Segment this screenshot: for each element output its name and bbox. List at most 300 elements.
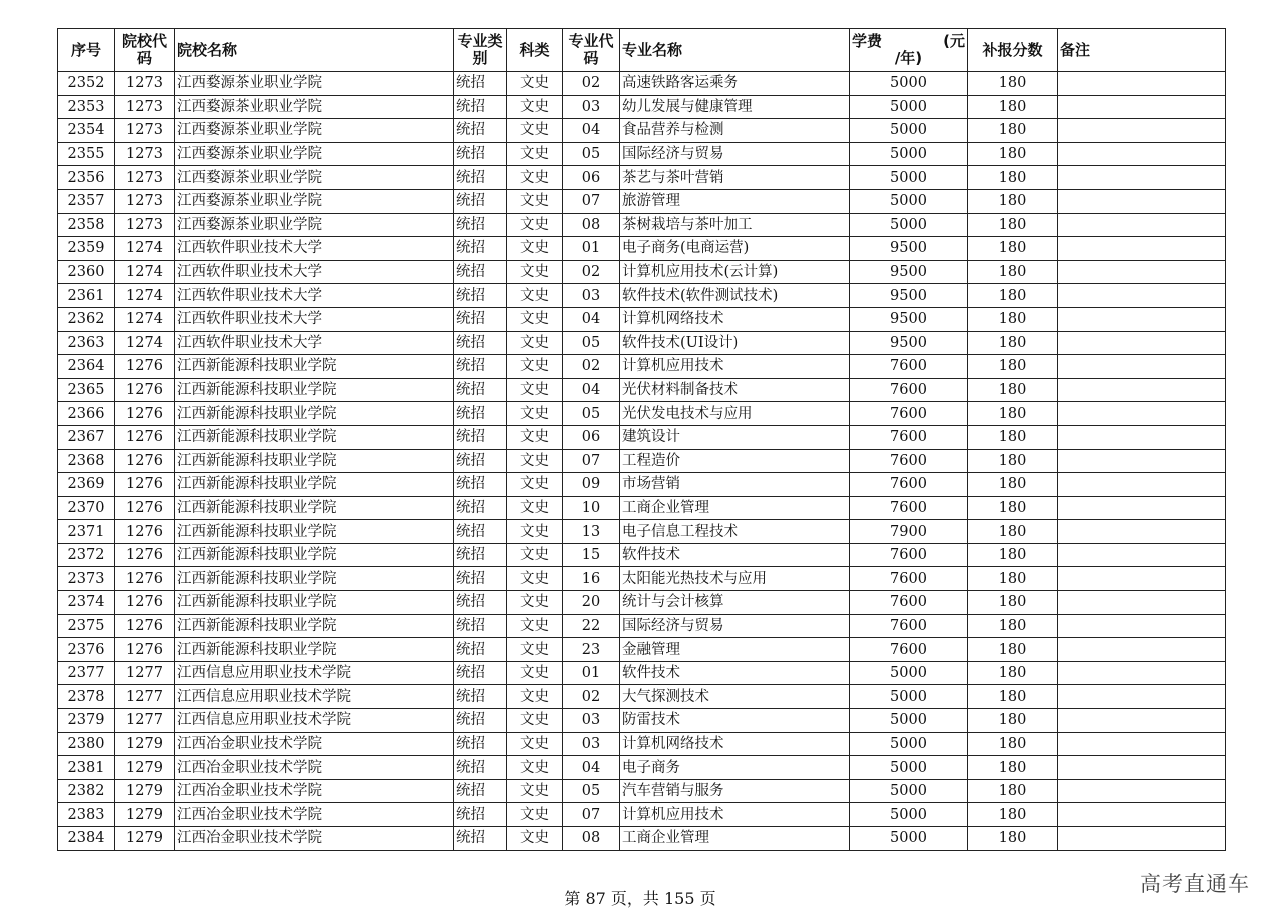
cell-major-type: 统招 bbox=[454, 591, 507, 615]
cell-subject: 文史 bbox=[507, 189, 563, 213]
cell-seq: 2377 bbox=[58, 661, 115, 685]
cell-note bbox=[1058, 685, 1226, 709]
cell-major-type: 统招 bbox=[454, 614, 507, 638]
cell-school-name: 江西婺源茶业职业学院 bbox=[175, 72, 454, 96]
cell-seq: 2355 bbox=[58, 142, 115, 166]
cell-subject: 文史 bbox=[507, 72, 563, 96]
cell-score: 180 bbox=[968, 827, 1058, 851]
table-row bbox=[58, 237, 1226, 261]
cell-school-code: 1276 bbox=[115, 449, 175, 473]
cell-seq: 2358 bbox=[58, 213, 115, 237]
cell-school-code: 1277 bbox=[115, 685, 175, 709]
cell-fee: 5000 bbox=[850, 661, 968, 685]
cell-major-code: 02 bbox=[563, 72, 620, 96]
cell-school-code: 1273 bbox=[115, 119, 175, 143]
header-fee-label: 学费 bbox=[852, 32, 883, 50]
table-row bbox=[58, 614, 1226, 638]
cell-note bbox=[1058, 803, 1226, 827]
cell-major-type: 统招 bbox=[454, 661, 507, 685]
cell-fee: 7600 bbox=[850, 638, 968, 662]
cell-score: 180 bbox=[968, 732, 1058, 756]
cell-fee: 7600 bbox=[850, 543, 968, 567]
cell-fee: 7600 bbox=[850, 567, 968, 591]
cell-seq: 2369 bbox=[58, 473, 115, 497]
cell-major-type: 统招 bbox=[454, 213, 507, 237]
cell-major-name: 国际经济与贸易 bbox=[620, 614, 850, 638]
cell-seq: 2354 bbox=[58, 119, 115, 143]
cell-fee: 5000 bbox=[850, 189, 968, 213]
cell-school-name: 江西新能源科技职业学院 bbox=[175, 614, 454, 638]
cell-fee: 7600 bbox=[850, 378, 968, 402]
cell-fee: 9500 bbox=[850, 237, 968, 261]
cell-school-code: 1274 bbox=[115, 260, 175, 284]
cell-score: 180 bbox=[968, 119, 1058, 143]
cell-subject: 文史 bbox=[507, 803, 563, 827]
cell-major-code: 03 bbox=[563, 284, 620, 308]
cell-school-code: 1274 bbox=[115, 284, 175, 308]
cell-major-type: 统招 bbox=[454, 732, 507, 756]
table-row bbox=[58, 95, 1226, 119]
cell-note bbox=[1058, 378, 1226, 402]
cell-score: 180 bbox=[968, 685, 1058, 709]
cell-fee: 7600 bbox=[850, 614, 968, 638]
cell-fee: 9500 bbox=[850, 331, 968, 355]
table-row bbox=[58, 756, 1226, 780]
header-major-name: 专业名称 bbox=[620, 29, 850, 72]
cell-school-code: 1274 bbox=[115, 331, 175, 355]
cell-fee: 7600 bbox=[850, 496, 968, 520]
cell-major-name: 国际经济与贸易 bbox=[620, 142, 850, 166]
cell-score: 180 bbox=[968, 756, 1058, 780]
cell-major-type: 统招 bbox=[454, 520, 507, 544]
cell-school-code: 1277 bbox=[115, 661, 175, 685]
cell-score: 180 bbox=[968, 473, 1058, 497]
cell-note bbox=[1058, 119, 1226, 143]
cell-fee: 7900 bbox=[850, 520, 968, 544]
cell-fee: 5000 bbox=[850, 779, 968, 803]
cell-major-name: 计算机网络技术 bbox=[620, 732, 850, 756]
cell-school-name: 江西新能源科技职业学院 bbox=[175, 449, 454, 473]
cell-seq: 2359 bbox=[58, 237, 115, 261]
cell-seq: 2384 bbox=[58, 827, 115, 851]
cell-major-type: 统招 bbox=[454, 355, 507, 379]
cell-major-type: 统招 bbox=[454, 496, 507, 520]
cell-note bbox=[1058, 142, 1226, 166]
cell-school-name: 江西冶金职业技术学院 bbox=[175, 803, 454, 827]
cell-major-code: 04 bbox=[563, 307, 620, 331]
cell-score: 180 bbox=[968, 709, 1058, 733]
table-row bbox=[58, 166, 1226, 190]
cell-major-code: 03 bbox=[563, 709, 620, 733]
watermark-text: 高考直通车 bbox=[1140, 872, 1250, 896]
cell-school-code: 1273 bbox=[115, 189, 175, 213]
table-row bbox=[58, 520, 1226, 544]
cell-seq: 2356 bbox=[58, 166, 115, 190]
header-major-code: 专业代码 bbox=[563, 29, 620, 72]
cell-seq: 2376 bbox=[58, 638, 115, 662]
cell-school-name: 江西新能源科技职业学院 bbox=[175, 543, 454, 567]
cell-school-code: 1279 bbox=[115, 756, 175, 780]
cell-note bbox=[1058, 638, 1226, 662]
cell-subject: 文史 bbox=[507, 661, 563, 685]
cell-subject: 文史 bbox=[507, 142, 563, 166]
cell-school-name: 江西冶金职业技术学院 bbox=[175, 756, 454, 780]
cell-score: 180 bbox=[968, 213, 1058, 237]
cell-major-name: 软件技术 bbox=[620, 543, 850, 567]
cell-major-type: 统招 bbox=[454, 284, 507, 308]
cell-school-name: 江西软件职业技术大学 bbox=[175, 260, 454, 284]
table-row bbox=[58, 331, 1226, 355]
cell-major-code: 05 bbox=[563, 142, 620, 166]
cell-major-type: 统招 bbox=[454, 166, 507, 190]
cell-school-name: 江西冶金职业技术学院 bbox=[175, 779, 454, 803]
cell-fee: 5000 bbox=[850, 803, 968, 827]
cell-major-name: 光伏材料制备技术 bbox=[620, 378, 850, 402]
cell-score: 180 bbox=[968, 307, 1058, 331]
table-row bbox=[58, 307, 1226, 331]
cell-subject: 文史 bbox=[507, 614, 563, 638]
cell-major-type: 统招 bbox=[454, 95, 507, 119]
cell-major-code: 05 bbox=[563, 779, 620, 803]
cell-major-code: 20 bbox=[563, 591, 620, 615]
cell-major-name: 市场营销 bbox=[620, 473, 850, 497]
cell-school-code: 1273 bbox=[115, 142, 175, 166]
cell-major-name: 旅游管理 bbox=[620, 189, 850, 213]
cell-seq: 2357 bbox=[58, 189, 115, 213]
cell-school-name: 江西婺源茶业职业学院 bbox=[175, 95, 454, 119]
cell-subject: 文史 bbox=[507, 402, 563, 426]
cell-school-name: 江西冶金职业技术学院 bbox=[175, 732, 454, 756]
cell-note bbox=[1058, 614, 1226, 638]
cell-score: 180 bbox=[968, 638, 1058, 662]
cell-major-name: 电子信息工程技术 bbox=[620, 520, 850, 544]
cell-subject: 文史 bbox=[507, 95, 563, 119]
cell-school-name: 江西婺源茶业职业学院 bbox=[175, 119, 454, 143]
cell-note bbox=[1058, 732, 1226, 756]
cell-major-code: 23 bbox=[563, 638, 620, 662]
cell-seq: 2360 bbox=[58, 260, 115, 284]
table-row bbox=[58, 473, 1226, 497]
cell-school-name: 江西新能源科技职业学院 bbox=[175, 402, 454, 426]
cell-score: 180 bbox=[968, 72, 1058, 96]
cell-school-name: 江西新能源科技职业学院 bbox=[175, 378, 454, 402]
cell-fee: 7600 bbox=[850, 355, 968, 379]
cell-school-code: 1276 bbox=[115, 567, 175, 591]
cell-major-name: 计算机应用技术 bbox=[620, 355, 850, 379]
cell-major-name: 光伏发电技术与应用 bbox=[620, 402, 850, 426]
cell-subject: 文史 bbox=[507, 732, 563, 756]
cell-major-type: 统招 bbox=[454, 709, 507, 733]
cell-fee: 5000 bbox=[850, 142, 968, 166]
cell-school-name: 江西婺源茶业职业学院 bbox=[175, 189, 454, 213]
cell-major-code: 07 bbox=[563, 449, 620, 473]
cell-subject: 文史 bbox=[507, 284, 563, 308]
cell-school-name: 江西新能源科技职业学院 bbox=[175, 591, 454, 615]
cell-school-name: 江西新能源科技职业学院 bbox=[175, 638, 454, 662]
cell-score: 180 bbox=[968, 355, 1058, 379]
cell-major-type: 统招 bbox=[454, 331, 507, 355]
cell-school-name: 江西新能源科技职业学院 bbox=[175, 520, 454, 544]
cell-score: 180 bbox=[968, 803, 1058, 827]
cell-school-code: 1274 bbox=[115, 307, 175, 331]
cell-major-name: 汽车营销与服务 bbox=[620, 779, 850, 803]
cell-major-name: 工程造价 bbox=[620, 449, 850, 473]
cell-seq: 2381 bbox=[58, 756, 115, 780]
cell-fee: 9500 bbox=[850, 284, 968, 308]
cell-major-code: 06 bbox=[563, 425, 620, 449]
cell-seq: 2363 bbox=[58, 331, 115, 355]
cell-fee: 7600 bbox=[850, 449, 968, 473]
cell-subject: 文史 bbox=[507, 779, 563, 803]
cell-major-name: 建筑设计 bbox=[620, 425, 850, 449]
cell-fee: 7600 bbox=[850, 591, 968, 615]
cell-note bbox=[1058, 496, 1226, 520]
cell-major-code: 08 bbox=[563, 213, 620, 237]
table-row bbox=[58, 638, 1226, 662]
cell-seq: 2365 bbox=[58, 378, 115, 402]
cell-school-name: 江西新能源科技职业学院 bbox=[175, 567, 454, 591]
cell-fee: 5000 bbox=[850, 72, 968, 96]
cell-major-name: 软件技术(软件测试技术) bbox=[620, 284, 850, 308]
cell-subject: 文史 bbox=[507, 166, 563, 190]
cell-major-code: 15 bbox=[563, 543, 620, 567]
table-row bbox=[58, 425, 1226, 449]
cell-school-name: 江西信息应用职业技术学院 bbox=[175, 661, 454, 685]
cell-school-code: 1277 bbox=[115, 709, 175, 733]
cell-school-code: 1273 bbox=[115, 95, 175, 119]
cell-school-code: 1279 bbox=[115, 803, 175, 827]
cell-seq: 2370 bbox=[58, 496, 115, 520]
cell-seq: 2373 bbox=[58, 567, 115, 591]
cell-major-name: 电子商务 bbox=[620, 756, 850, 780]
table-row bbox=[58, 543, 1226, 567]
cell-school-name: 江西新能源科技职业学院 bbox=[175, 355, 454, 379]
cell-fee: 5000 bbox=[850, 213, 968, 237]
cell-school-code: 1276 bbox=[115, 591, 175, 615]
cell-school-code: 1276 bbox=[115, 355, 175, 379]
cell-major-code: 04 bbox=[563, 119, 620, 143]
header-row bbox=[58, 29, 1226, 72]
cell-fee: 7600 bbox=[850, 473, 968, 497]
header-fee-per-year: /年) bbox=[894, 49, 923, 67]
cell-score: 180 bbox=[968, 284, 1058, 308]
cell-major-name: 食品营养与检测 bbox=[620, 119, 850, 143]
cell-fee: 5000 bbox=[850, 732, 968, 756]
cell-seq: 2367 bbox=[58, 425, 115, 449]
cell-major-type: 统招 bbox=[454, 756, 507, 780]
cell-note bbox=[1058, 543, 1226, 567]
table-row bbox=[58, 661, 1226, 685]
cell-major-name: 计算机网络技术 bbox=[620, 307, 850, 331]
cell-major-type: 统招 bbox=[454, 638, 507, 662]
cell-fee: 9500 bbox=[850, 260, 968, 284]
cell-note bbox=[1058, 72, 1226, 96]
table-row bbox=[58, 402, 1226, 426]
table-row bbox=[58, 496, 1226, 520]
cell-fee: 7600 bbox=[850, 402, 968, 426]
cell-school-code: 1276 bbox=[115, 425, 175, 449]
cell-major-name: 高速铁路客运乘务 bbox=[620, 72, 850, 96]
cell-school-code: 1276 bbox=[115, 473, 175, 497]
header-score: 补报分数 bbox=[968, 29, 1058, 72]
cell-note bbox=[1058, 827, 1226, 851]
cell-major-name: 大气探测技术 bbox=[620, 685, 850, 709]
cell-major-type: 统招 bbox=[454, 237, 507, 261]
header-fee-unit: (元 bbox=[943, 32, 965, 50]
cell-school-name: 江西软件职业技术大学 bbox=[175, 237, 454, 261]
cell-seq: 2375 bbox=[58, 614, 115, 638]
cell-major-code: 13 bbox=[563, 520, 620, 544]
cell-major-name: 工商企业管理 bbox=[620, 827, 850, 851]
cell-major-name: 金融管理 bbox=[620, 638, 850, 662]
cell-major-code: 10 bbox=[563, 496, 620, 520]
cell-subject: 文史 bbox=[507, 237, 563, 261]
cell-major-type: 统招 bbox=[454, 685, 507, 709]
cell-subject: 文史 bbox=[507, 567, 563, 591]
cell-school-code: 1276 bbox=[115, 614, 175, 638]
table-row bbox=[58, 449, 1226, 473]
cell-major-code: 22 bbox=[563, 614, 620, 638]
cell-major-type: 统招 bbox=[454, 425, 507, 449]
cell-seq: 2352 bbox=[58, 72, 115, 96]
cell-note bbox=[1058, 449, 1226, 473]
cell-major-code: 05 bbox=[563, 402, 620, 426]
cell-school-code: 1276 bbox=[115, 638, 175, 662]
cell-school-code: 1276 bbox=[115, 520, 175, 544]
cell-fee: 5000 bbox=[850, 166, 968, 190]
cell-subject: 文史 bbox=[507, 496, 563, 520]
cell-note bbox=[1058, 166, 1226, 190]
cell-score: 180 bbox=[968, 591, 1058, 615]
cell-major-code: 08 bbox=[563, 827, 620, 851]
cell-seq: 2372 bbox=[58, 543, 115, 567]
header-seq: 序号 bbox=[58, 29, 115, 72]
cell-score: 180 bbox=[968, 95, 1058, 119]
table-row bbox=[58, 355, 1226, 379]
cell-seq: 2380 bbox=[58, 732, 115, 756]
table-row bbox=[58, 72, 1226, 96]
cell-subject: 文史 bbox=[507, 638, 563, 662]
cell-major-code: 07 bbox=[563, 803, 620, 827]
cell-note bbox=[1058, 213, 1226, 237]
cell-school-name: 江西婺源茶业职业学院 bbox=[175, 142, 454, 166]
cell-subject: 文史 bbox=[507, 543, 563, 567]
cell-major-code: 02 bbox=[563, 685, 620, 709]
cell-score: 180 bbox=[968, 543, 1058, 567]
cell-score: 180 bbox=[968, 237, 1058, 261]
cell-major-code: 02 bbox=[563, 355, 620, 379]
cell-major-code: 04 bbox=[563, 378, 620, 402]
cell-school-code: 1276 bbox=[115, 402, 175, 426]
cell-major-type: 统招 bbox=[454, 543, 507, 567]
cell-seq: 2353 bbox=[58, 95, 115, 119]
cell-school-name: 江西信息应用职业技术学院 bbox=[175, 709, 454, 733]
cell-subject: 文史 bbox=[507, 756, 563, 780]
table-row bbox=[58, 378, 1226, 402]
cell-subject: 文史 bbox=[507, 260, 563, 284]
cell-school-code: 1279 bbox=[115, 732, 175, 756]
header-major-type: 专业类别 bbox=[454, 29, 507, 72]
cell-major-name: 工商企业管理 bbox=[620, 496, 850, 520]
cell-major-type: 统招 bbox=[454, 402, 507, 426]
cell-subject: 文史 bbox=[507, 119, 563, 143]
cell-subject: 文史 bbox=[507, 307, 563, 331]
cell-major-type: 统招 bbox=[454, 189, 507, 213]
cell-note bbox=[1058, 331, 1226, 355]
cell-seq: 2383 bbox=[58, 803, 115, 827]
cell-note bbox=[1058, 284, 1226, 308]
cell-note bbox=[1058, 567, 1226, 591]
cell-major-code: 04 bbox=[563, 756, 620, 780]
table-row bbox=[58, 709, 1226, 733]
table-body bbox=[58, 72, 1226, 851]
cell-major-code: 05 bbox=[563, 331, 620, 355]
cell-note bbox=[1058, 709, 1226, 733]
cell-major-type: 统招 bbox=[454, 803, 507, 827]
cell-school-name: 江西信息应用职业技术学院 bbox=[175, 685, 454, 709]
cell-score: 180 bbox=[968, 166, 1058, 190]
cell-subject: 文史 bbox=[507, 685, 563, 709]
table-row bbox=[58, 567, 1226, 591]
cell-major-name: 软件技术(UI设计) bbox=[620, 331, 850, 355]
cell-school-code: 1273 bbox=[115, 72, 175, 96]
cell-major-type: 统招 bbox=[454, 307, 507, 331]
cell-major-name: 计算机应用技术 bbox=[620, 803, 850, 827]
cell-major-type: 统招 bbox=[454, 119, 507, 143]
page-number: 第 87 页，共 155 页 bbox=[564, 889, 716, 908]
table-row bbox=[58, 142, 1226, 166]
cell-major-name: 计算机应用技术(云计算) bbox=[620, 260, 850, 284]
cell-note bbox=[1058, 402, 1226, 426]
cell-score: 180 bbox=[968, 425, 1058, 449]
cell-seq: 2366 bbox=[58, 402, 115, 426]
cell-fee: 5000 bbox=[850, 756, 968, 780]
cell-fee: 5000 bbox=[850, 709, 968, 733]
cell-seq: 2382 bbox=[58, 779, 115, 803]
cell-major-name: 茶树栽培与茶叶加工 bbox=[620, 213, 850, 237]
cell-fee: 5000 bbox=[850, 119, 968, 143]
cell-major-name: 防雷技术 bbox=[620, 709, 850, 733]
cell-school-code: 1273 bbox=[115, 213, 175, 237]
cell-score: 180 bbox=[968, 614, 1058, 638]
cell-school-code: 1279 bbox=[115, 827, 175, 851]
cell-fee: 5000 bbox=[850, 685, 968, 709]
cell-score: 180 bbox=[968, 260, 1058, 284]
cell-seq: 2361 bbox=[58, 284, 115, 308]
cell-note bbox=[1058, 779, 1226, 803]
cell-major-type: 统招 bbox=[454, 473, 507, 497]
cell-subject: 文史 bbox=[507, 213, 563, 237]
header-school-code: 院校代码 bbox=[115, 29, 175, 72]
cell-major-code: 02 bbox=[563, 260, 620, 284]
cell-school-name: 江西软件职业技术大学 bbox=[175, 307, 454, 331]
table-row bbox=[58, 591, 1226, 615]
cell-note bbox=[1058, 355, 1226, 379]
cell-seq: 2364 bbox=[58, 355, 115, 379]
cell-note bbox=[1058, 591, 1226, 615]
cell-score: 180 bbox=[968, 449, 1058, 473]
cell-note bbox=[1058, 307, 1226, 331]
cell-note bbox=[1058, 237, 1226, 261]
header-subject: 科类 bbox=[507, 29, 563, 72]
cell-major-type: 统招 bbox=[454, 567, 507, 591]
table-row bbox=[58, 779, 1226, 803]
cell-school-code: 1276 bbox=[115, 378, 175, 402]
cell-major-name: 软件技术 bbox=[620, 661, 850, 685]
cell-note bbox=[1058, 260, 1226, 284]
header-school-name: 院校名称 bbox=[175, 29, 454, 72]
cell-subject: 文史 bbox=[507, 591, 563, 615]
